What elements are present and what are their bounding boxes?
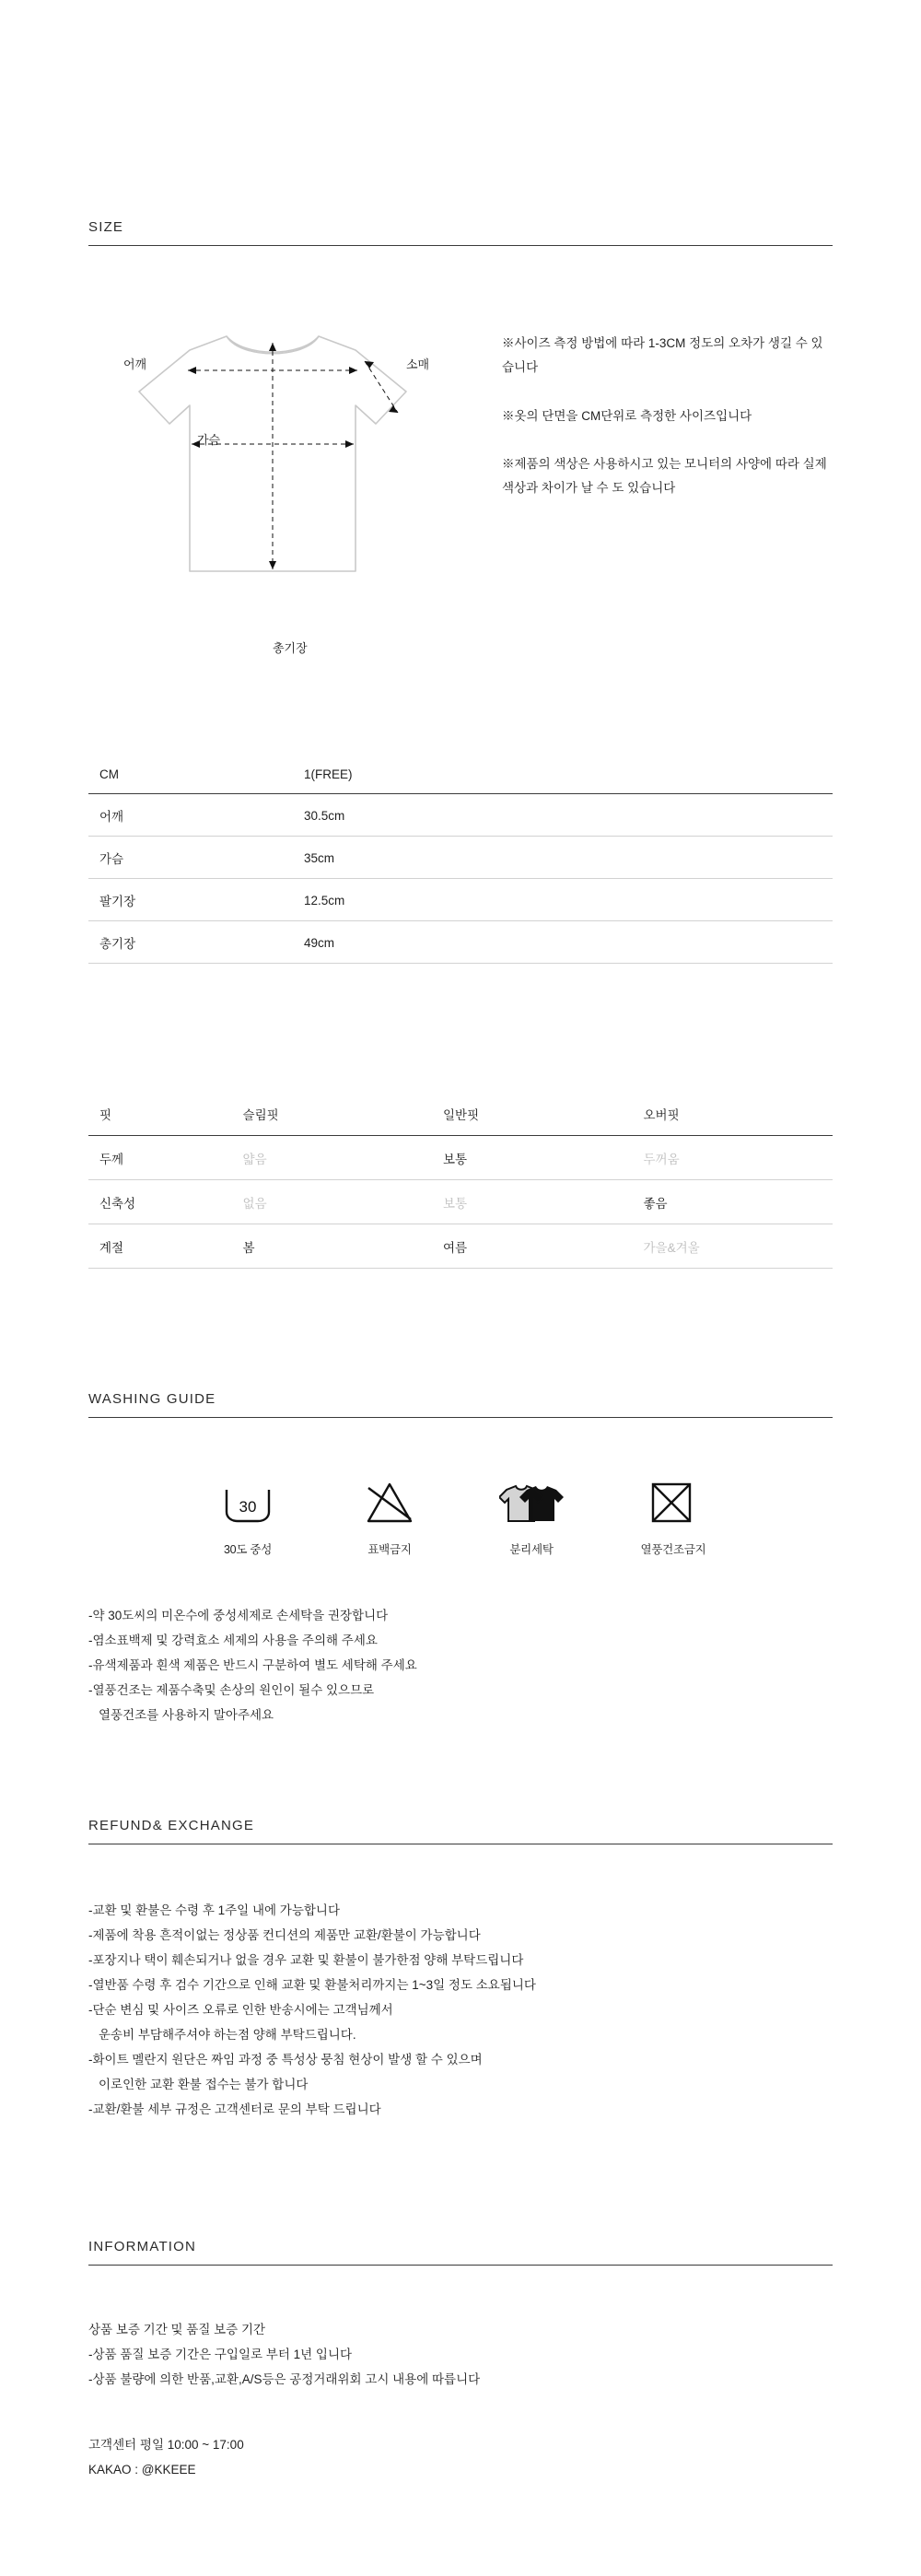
size-section-header <box>88 219 833 246</box>
washing-divider <box>88 1417 833 1418</box>
measure-label: 팔기장 <box>88 879 293 921</box>
fit-cell: 좋음 <box>632 1180 833 1224</box>
kakao-id: KAKAO : @KKEEE <box>88 2463 196 2476</box>
size-title: SIZE <box>88 219 124 235</box>
information-notes <box>88 2317 833 2392</box>
fit-header-regular: 일반핏 <box>432 1092 632 1136</box>
measure-value: 30.5cm <box>293 794 833 837</box>
fit-row-label: 두께 <box>88 1136 232 1180</box>
information-note: -상품 품질 보증 기간은 구입일로 부터 1년 입니다 <box>88 2348 353 2361</box>
measure-label: 어깨 <box>88 794 293 837</box>
refund-note: -화이트 멜란지 원단은 짜임 과정 중 특성상 뭉침 현상이 발생 할 수 있으며 <box>88 2053 483 2067</box>
refund-note: -교환 및 환불은 수령 후 1주일 내에 가능합니다 <box>88 1903 340 1917</box>
information-note: 상품 보증 기간 및 품질 보증 기간 <box>88 2323 266 2336</box>
refund-note: -제품에 착용 흔적이없는 정상품 컨디션의 제품만 교환/환불이 가능합니다 <box>88 1928 481 1942</box>
information-title: INFORMATION <box>88 2239 197 2254</box>
no-bleach-icon <box>339 1474 440 1531</box>
wash-icon-caption: 분리세탁 <box>509 1543 554 1556</box>
refund-note: 운송비 부담해주셔야 하는점 양해 부탁드립니다. <box>99 2028 356 2042</box>
measure-header-unit: CM <box>88 755 293 794</box>
information-divider <box>88 2265 833 2266</box>
measure-label: 총기장 <box>88 921 293 964</box>
table-header-row <box>88 755 833 794</box>
table-row <box>88 879 833 921</box>
wash-icon-item <box>623 1474 724 1557</box>
wash-icon-item <box>481 1474 582 1557</box>
hand-wash-30-icon <box>197 1474 298 1531</box>
information-section-header <box>88 2239 833 2266</box>
wash-icon-caption: 30도 중성 <box>223 1543 273 1556</box>
wash-icon-caption: 표백금지 <box>367 1543 412 1556</box>
washing-note: -염소표백제 및 강력효소 세제의 사용을 주의해 주세요 <box>88 1633 378 1647</box>
refund-note: -단순 변심 및 사이즈 오류로 인한 반송시에는 고객님께서 <box>88 2003 393 2017</box>
wash-icon-item <box>339 1474 440 1557</box>
fit-row-label: 계절 <box>88 1224 232 1269</box>
fit-cell: 두꺼움 <box>632 1136 833 1180</box>
table-row <box>88 1136 833 1180</box>
fit-header-over: 오버핏 <box>632 1092 833 1136</box>
measure-value: 35cm <box>293 837 833 879</box>
wash-icon-caption: 열풍건조금지 <box>640 1543 706 1556</box>
fit-cell: 보통 <box>432 1136 632 1180</box>
fit-cell: 보통 <box>432 1180 632 1224</box>
label-sleeve: 소매 <box>406 357 430 371</box>
washing-note: -유색제품과 흰색 제품은 반드시 구분하여 별도 세탁해 주세요 <box>88 1658 417 1672</box>
fit-cell: 여름 <box>432 1224 632 1269</box>
wash-icon-item <box>197 1474 298 1557</box>
refund-notes <box>88 1898 833 2122</box>
measure-value: 12.5cm <box>293 879 833 921</box>
washing-note: -열풍건조는 제품수축및 손상의 원인이 될수 있으므로 <box>88 1683 375 1697</box>
information-note: -상품 불량에 의한 반품,교환,A/S등은 공정거래위회 고시 내용에 따릅니다 <box>88 2372 481 2386</box>
fit-row-label: 신축성 <box>88 1180 232 1224</box>
table-row <box>88 794 833 837</box>
washing-notes <box>88 1603 833 1727</box>
contact-info <box>88 2432 833 2482</box>
refund-section-header <box>88 1818 833 1844</box>
fit-header-slim: 슬림핏 <box>232 1092 432 1136</box>
size-note: ※제품의 색상은 사용하시고 있는 모니터의 사양에 따라 실제 색상과 차이가 날 수 도 있습니다 <box>502 456 827 496</box>
measure-label: 가슴 <box>88 837 293 879</box>
fit-attribute-table <box>88 1092 833 1269</box>
table-row <box>88 837 833 879</box>
label-shoulder: 어깨 <box>123 357 147 371</box>
refund-note: -포장지나 택이 훼손되거나 없을 경우 교환 및 환불이 불가한점 양해 부탁드립니다 <box>88 1953 524 1967</box>
size-note: ※사이즈 측정 방법에 따라 1-3CM 정도의 오차가 생길 수 있습니다 <box>502 336 823 375</box>
size-notes <box>502 332 834 501</box>
table-row <box>88 1180 833 1224</box>
customer-center-hours: 고객센터 평일 10:00 ~ 17:00 <box>88 2438 244 2452</box>
refund-note: -교환/환불 세부 규정은 고객센터로 문의 부탁 드립니다 <box>88 2102 381 2116</box>
washing-section-header <box>88 1391 833 1418</box>
washing-title: WASHING GUIDE <box>88 1391 216 1407</box>
fit-cell: 가을&겨울 <box>632 1224 833 1269</box>
fit-cell: 없음 <box>232 1180 432 1224</box>
measurement-table <box>88 755 833 964</box>
size-divider <box>88 245 833 246</box>
size-note: ※옷의 단면을 CM단위로 측정한 사이즈입니다 <box>502 408 752 423</box>
tshirt-measure-diagram <box>88 304 457 673</box>
label-chest: 가슴 <box>197 433 221 447</box>
refund-note: -열반품 수령 후 검수 기간으로 인해 교환 및 환불처리까지는 1~3일 정도 소요됩니다 <box>88 1978 536 1992</box>
label-total-length: 총기장 <box>273 641 308 655</box>
table-header-row <box>88 1092 833 1136</box>
fit-header-fit: 핏 <box>88 1092 232 1136</box>
refund-note: 이로인한 교환 환불 접수는 불가 합니다 <box>99 2078 309 2091</box>
svg-text:30: 30 <box>239 1498 257 1516</box>
no-tumble-dry-icon <box>623 1474 724 1531</box>
tshirt-outline-icon <box>88 304 457 636</box>
washing-icon-row <box>88 1474 833 1557</box>
table-row <box>88 921 833 964</box>
wash-separately-icon <box>481 1474 582 1531</box>
fit-cell: 봄 <box>232 1224 432 1269</box>
fit-cell: 얇음 <box>232 1136 432 1180</box>
refund-title: REFUND& EXCHANGE <box>88 1818 255 1833</box>
washing-note: -약 30도씨의 미온수에 중성세제로 손세탁을 권장합니다 <box>88 1609 389 1622</box>
washing-note: 열풍건조를 사용하지 말아주세요 <box>99 1708 274 1722</box>
table-row <box>88 1224 833 1269</box>
measure-header-size: 1(FREE) <box>293 755 833 794</box>
measure-value: 49cm <box>293 921 833 964</box>
